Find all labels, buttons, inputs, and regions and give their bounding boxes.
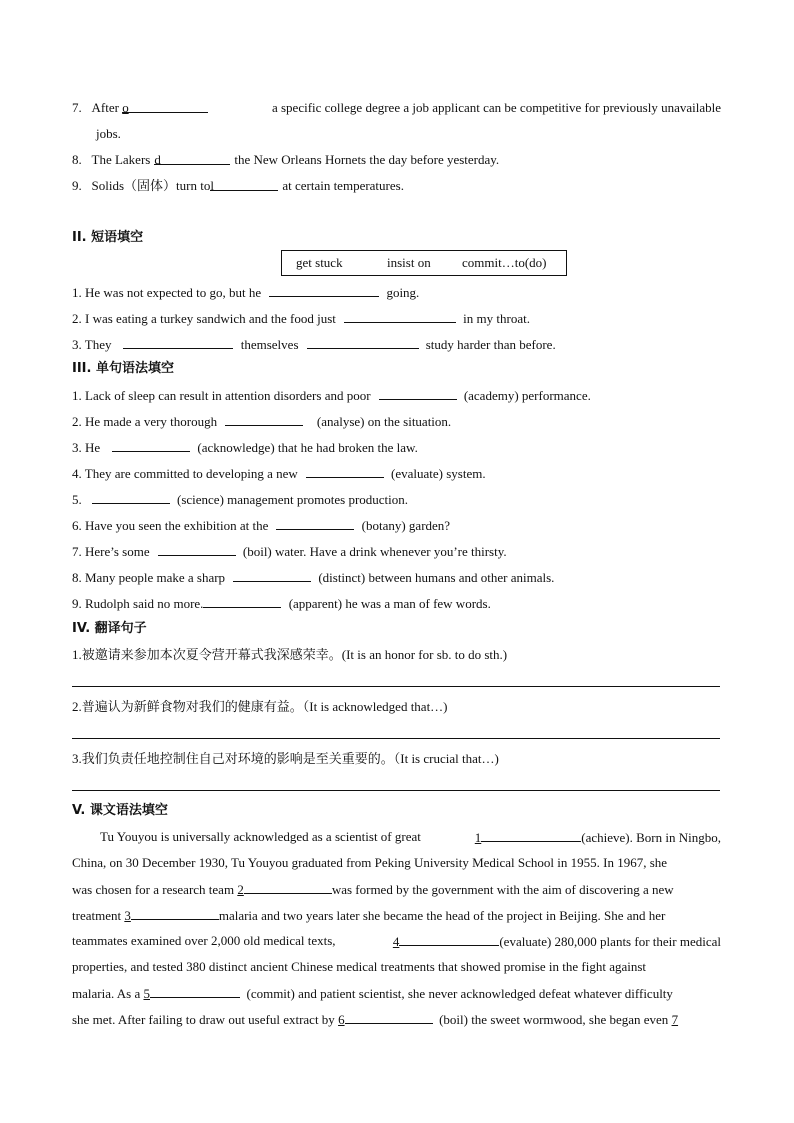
passage-line: malaria. As a 5 (commit) and patient scientist, she never acknowledged defeat whatever difficulty [72, 986, 673, 1001]
answer-blank[interactable] [112, 439, 190, 452]
grammar-item-8: 8. Many people make a sharp (distinct) between humans and other animals. [72, 570, 555, 585]
answer-line[interactable] [72, 738, 720, 739]
answer-blank[interactable] [150, 985, 240, 998]
answer-blank[interactable] [481, 829, 581, 842]
answer-blank[interactable] [123, 336, 233, 349]
section-title: II. 短语填空 [72, 230, 144, 245]
grammar-item-7: 7. Here’s some (boil) water. Have a drink whenever you’re thirsty. [72, 544, 507, 559]
phrase-item-3: 3. They themselves study harder than before. [72, 337, 556, 352]
answer-blank[interactable]: l [210, 178, 278, 191]
answer-line[interactable] [72, 790, 720, 791]
answer-blank[interactable] [131, 907, 219, 920]
grammar-item-4: 4. They are committed to developing a new (evaluate) system. [72, 466, 486, 481]
translation-item-2: 2.普遍认为新鲜食物对我们的健康有益。（It is acknowledged that…) [72, 699, 448, 714]
vocab-item-7: 7. After o a specific college degree a job applicant can be competitive for previously unavailable [72, 100, 721, 115]
grammar-item-2: 2. He made a very thorough (analyse) on the situation. [72, 414, 452, 429]
passage-line: was chosen for a research team 2 was formed by the government with the aim of discovering a new [72, 882, 674, 897]
section-title: III. 单句语法填空 [72, 361, 174, 376]
answer-blank[interactable] [344, 310, 456, 323]
answer-blank[interactable] [225, 413, 303, 426]
answer-blank[interactable]: o [122, 100, 208, 113]
grammar-item-1: 1. Lack of sleep can result in attention disorders and poor (academy) performance. [72, 388, 591, 403]
answer-blank[interactable] [276, 517, 354, 530]
grammar-item-9: 9. Rudolph said no more. (apparent) he was a man of few words. [72, 596, 491, 611]
answer-blank[interactable] [233, 569, 311, 582]
answer-blank[interactable] [306, 465, 384, 478]
passage-line: properties, and tested 380 distinct ancient Chinese medical treatments that showed promise in the fight against [72, 959, 647, 974]
answer-blank[interactable] [307, 336, 419, 349]
word-option: commit…to(do) [462, 255, 547, 270]
vocab-item-7-cont: jobs. [96, 126, 121, 141]
grammar-item-5: 5. (science) management promotes production. [72, 492, 409, 507]
passage-line: she met. After failing to draw out useful extract by 6 (boil) the sweet wormwood, she began even 7 [72, 1012, 679, 1027]
section-title: V. 课文语法填空 [72, 803, 168, 818]
answer-blank[interactable] [379, 387, 457, 400]
answer-blank[interactable] [244, 881, 332, 894]
answer-blank[interactable] [269, 284, 379, 297]
passage-line: Tu Youyou is universally acknowledged as a scientist of great 1 (achieve). Born in Ningbo, [100, 829, 721, 845]
word-option: insist on [387, 255, 431, 270]
answer-blank[interactable] [399, 933, 499, 946]
word-box [281, 250, 567, 276]
answer-blank[interactable] [92, 491, 170, 504]
section-title: IV. 翻译句子 [72, 621, 147, 636]
vocab-item-9: 9. Solids（固体）turn tol at certain temperatures. [72, 178, 404, 193]
passage-line: China, on 30 December 1930, Tu Youyou graduated from Peking University Medical School in 1955. In 1967, she [72, 855, 668, 870]
vocab-item-8: 8. The Lakers d the New Orleans Hornets the day before yesterday. [72, 152, 500, 167]
answer-blank[interactable] [158, 543, 236, 556]
answer-blank[interactable] [345, 1011, 433, 1024]
phrase-item-2: 2. I was eating a turkey sandwich and the food just in my throat. [72, 311, 530, 326]
answer-line[interactable] [72, 686, 720, 687]
grammar-item-6: 6. Have you seen the exhibition at the (botany) garden? [72, 518, 451, 533]
passage-line: treatment 3 malaria and two years later she became the head of the project in Beijing. She and her [72, 908, 666, 923]
answer-blank[interactable]: d [154, 152, 230, 165]
answer-blank[interactable] [203, 595, 281, 608]
passage-line: teammates examined over 2,000 old medical texts, 4 (evaluate) 280,000 plants for their medical [72, 933, 721, 949]
word-option: get stuck [296, 255, 343, 270]
grammar-item-3: 3. He (acknowledge) that he had broken the law. [72, 440, 418, 455]
phrase-item-1: 1. He was not expected to go, but he going. [72, 285, 420, 300]
translation-item-3: 3.我们负责任地控制住自己对环境的影响是至关重要的。（It is crucial that…) [72, 751, 499, 766]
translation-item-1: 1.被邀请来参加本次夏令营开幕式我深感荣幸。(It is an honor for sb. to do sth.) [72, 647, 508, 662]
